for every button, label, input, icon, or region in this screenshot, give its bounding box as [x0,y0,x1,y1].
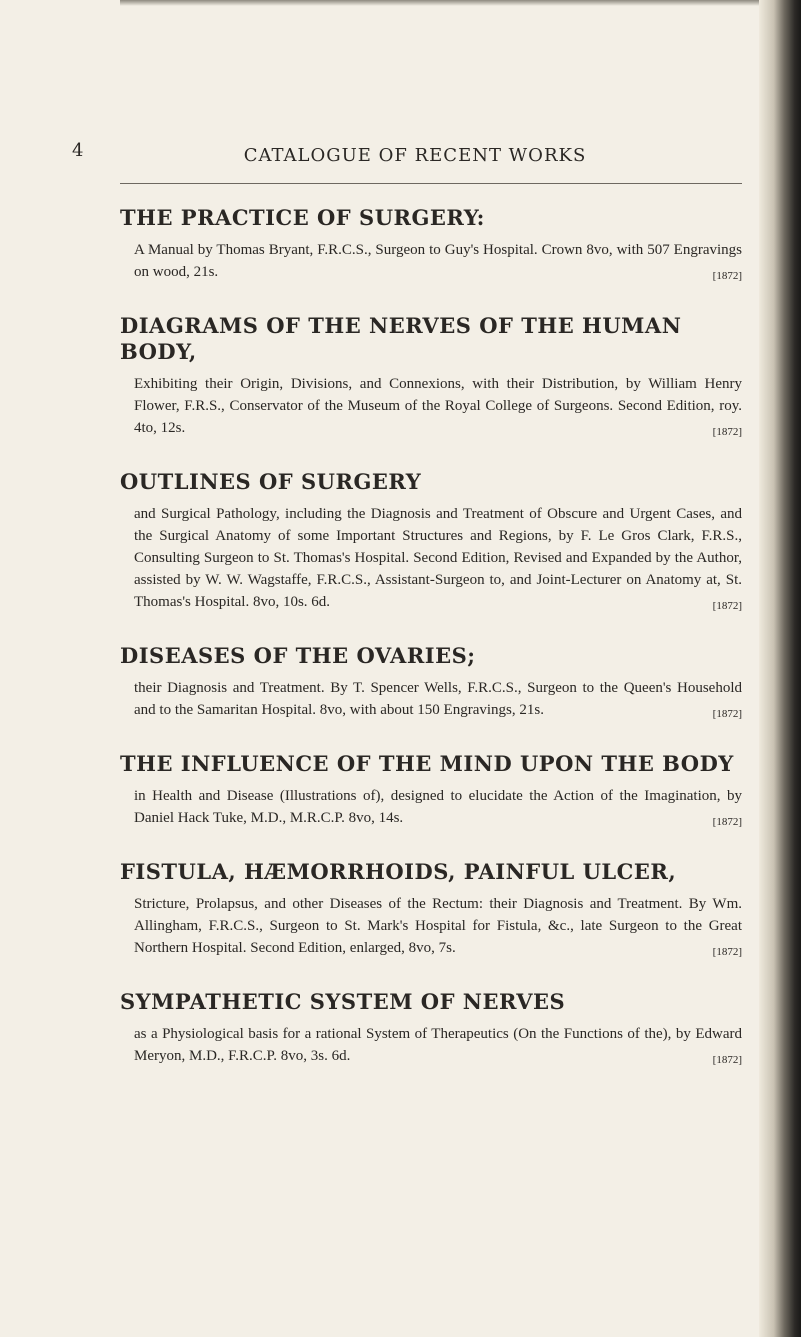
entry-text: their Diagnosis and Treatment. By T. Spencer Wells, F.R.C.S., Surgeon to the Queen's Household and to the Samaritan Hospital. 8vo, with about 150 Engravings, 21s. [134,680,742,718]
running-head: CATALOGUE OF RECENT WORKS [243,145,587,166]
entry-description [134,503,742,613]
entry-text: and Surgical Pathology, including the Diagnosis and Treatment of Obscure and Urgent Cases, and the Surgical Anatomy of some Important Structures and Regions, by F. Le Gros Clark, F.R.S., Consulting Surgeon to St. Thomas's Hospital. Second Edition, Revised and Expanded by the Author, assisted by W. W. Wagstaffe, F.R.C.S., Assistant-Surgeon to, and Joint-Lecturer on Anatomy at, St. Thomas's Hospital. 8vo, 10s. 6d. [134,506,742,610]
entry-text: Exhibiting their Origin, Divisions, and Connexions, with their Distribution, by William Henry Flower, F.R.S., Conservator of the Museum of the Royal College of Surgeons. Second Edition, roy. 4to, 12s. [134,376,742,436]
entry-description [134,677,742,721]
entry-text: A Manual by Thomas Bryant, F.R.C.S., Surgeon to Guy's Hospital. Crown 8vo, with 507 Engravings on wood, 21s. [134,242,742,280]
entry-text: Stricture, Prolapsus, and other Diseases of the Rectum: their Diagnosis and Treatment. By Wm. Allingham, F.R.C.S., Surgeon to St. Mark's Hospital for Fistula, &c., late Surgeon to the Great Northern Hospital. Second Edition, enlarged, 8vo, 7s. [134,896,742,956]
catalogue-entry [120,989,742,1067]
entry-date: [1872] [712,1054,742,1066]
entry-title: DISEASES OF THE OVARIES; [120,643,476,668]
entry-date: [1872] [712,600,742,612]
catalogue-entry [120,859,742,959]
entry-description [134,785,742,829]
page-top-edge [120,0,759,6]
entry-date: [1872] [712,708,742,720]
entry-title: THE INFLUENCE OF THE MIND UPON THE BODY [120,751,734,776]
entry-date: [1872] [712,426,742,438]
entry-date: [1872] [712,946,742,958]
catalogue-entry [120,313,742,439]
catalogue-entry [120,643,742,721]
entry-description [134,893,742,959]
header-rule [120,183,742,184]
entry-title: THE PRACTICE OF SURGERY: [120,205,485,230]
catalogue-entry [120,469,742,613]
entry-text: as a Physiological basis for a rational System of Therapeutics (On the Functions of the), by Edward Meryon, M.D., F.R.C.P. 8vo, 3s. 6d. [134,1026,742,1064]
entry-description [134,373,742,439]
entry-title: OUTLINES OF SURGERY [120,469,422,494]
catalogue-entry [120,205,742,283]
entry-title: FISTULA, HÆMORRHOIDS, PAINFUL ULCER, [120,859,677,884]
entry-description [134,239,742,283]
catalogue-entry [120,751,742,829]
entry-title: SYMPATHETIC SYSTEM OF NERVES [120,989,566,1014]
entry-title: DIAGRAMS OF THE NERVES OF THE HUMAN BODY, [120,313,682,364]
catalogue-entries [120,205,742,1097]
book-binding-edge [759,0,801,1337]
entry-text: in Health and Disease (Illustrations of), designed to elucidate the Action of the Imagination, by Daniel Hack Tuke, M.D., M.R.C.P. 8vo, 14s. [134,788,742,826]
page-number: 4 [72,140,84,161]
entry-date: [1872] [712,270,742,282]
entry-description [134,1023,742,1067]
entry-date: [1872] [712,816,742,828]
